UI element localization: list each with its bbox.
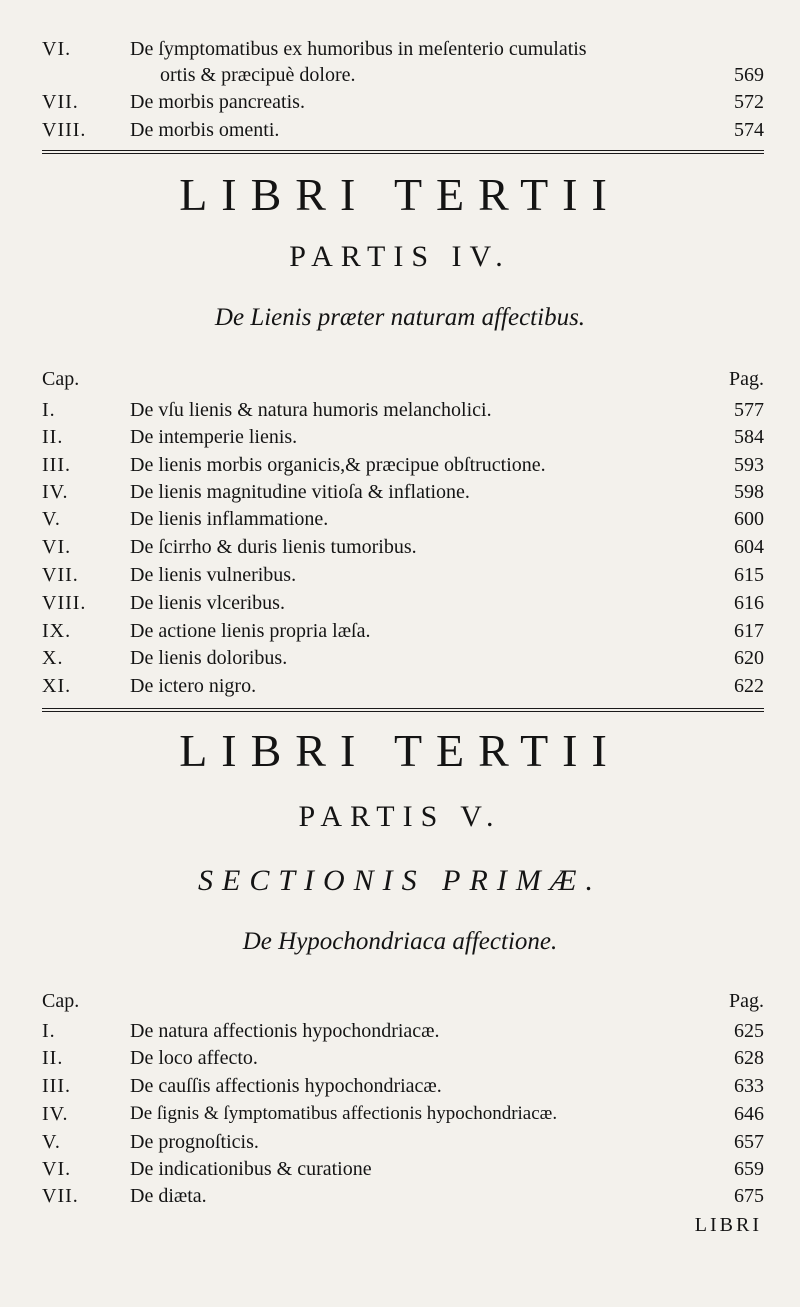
chapter-number: IV. [42, 1103, 69, 1125]
page-number: 598 [734, 481, 764, 503]
cap-label: Cap. [42, 990, 80, 1012]
chapter-number: VI. [42, 536, 72, 558]
cap-label: Cap. [42, 368, 80, 390]
toc-row [42, 645, 764, 671]
chapter-title: De morbis omenti. [130, 119, 280, 141]
chapter-number: II. [42, 1047, 64, 1069]
page-number: 615 [734, 564, 764, 586]
chapter-number: XI. [42, 675, 72, 697]
toc-row [42, 534, 764, 560]
toc-row [42, 1156, 764, 1182]
toc-row [42, 424, 764, 450]
chapter-number: III. [42, 1075, 71, 1097]
chapter-number: VIII. [42, 592, 87, 614]
chapter-title: De morbis pancreatis. [130, 91, 305, 113]
chapter-title: ortis & præcipuè dolore. [160, 64, 356, 86]
toc-row [42, 89, 764, 115]
chapter-title: De ſignis & ſymptomatibus affectionis hypochondriacæ. [130, 1103, 558, 1124]
chapter-number: V. [42, 1131, 61, 1153]
part-heading: PARTIS V. [298, 800, 502, 833]
chapter-title: De loco affecto. [130, 1047, 258, 1069]
chapter-title: De cauſſis affectionis hypochondriacæ. [130, 1075, 442, 1097]
toc-row [42, 1018, 764, 1044]
page-number: 657 [734, 1131, 764, 1153]
chapter-number: VII. [42, 91, 79, 113]
chapter-title: De lienis doloribus. [130, 647, 288, 669]
page-number: 617 [734, 620, 764, 642]
divider-rule [42, 708, 764, 715]
chapter-title: De indicationibus & curatione [130, 1158, 372, 1180]
toc-row [42, 397, 764, 423]
part-heading: PARTIS IV. [289, 240, 511, 273]
page-number: 584 [734, 426, 764, 448]
chapter-number: VIII. [42, 119, 87, 141]
toc-row [42, 1045, 764, 1071]
chapter-title: De lienis magnitudine vitioſa & inflatione. [130, 481, 470, 503]
chapter-title: De vſu lienis & natura humoris melancholici. [130, 399, 492, 421]
page-number: 620 [734, 647, 764, 669]
page-number: 625 [734, 1020, 764, 1042]
page-number: 574 [734, 119, 764, 141]
page-number: 616 [734, 592, 764, 614]
toc-row [42, 618, 764, 644]
chapter-title: De lienis inflammatione. [130, 508, 329, 530]
chapter-title: De ſcirrho & duris lienis tumoribus. [130, 536, 417, 558]
chapter-number: VII. [42, 1185, 79, 1207]
toc-row [42, 117, 764, 143]
chapter-number: VI. [42, 38, 72, 60]
subject-heading: De Lienis præter naturam affectibus. [214, 304, 586, 331]
chapter-number: IV. [42, 481, 69, 503]
toc-row [42, 590, 764, 616]
page-number: 675 [734, 1185, 764, 1207]
page-number: 593 [734, 454, 764, 476]
page-number: 577 [734, 399, 764, 421]
toc-row [42, 62, 764, 88]
toc-row [42, 506, 764, 532]
page-number: 569 [734, 64, 764, 86]
page-number: 633 [734, 1075, 764, 1097]
chapter-number: II. [42, 426, 64, 448]
page-number: 646 [734, 1103, 764, 1125]
toc-row [42, 673, 764, 699]
toc-row [42, 479, 764, 505]
page-number: 600 [734, 508, 764, 530]
pag-label: Pag. [729, 368, 764, 390]
catchword: LIBRI [694, 1214, 762, 1236]
toc-row [42, 36, 764, 62]
toc-row [42, 1183, 764, 1209]
section-heading: SECTIONIS PRIMÆ. [198, 864, 602, 897]
chapter-number: VII. [42, 564, 79, 586]
chapter-number: I. [42, 399, 56, 421]
toc-row [42, 1073, 764, 1099]
chapter-title: De ſymptomatibus ex humoribus in meſenterio cumulatis [130, 38, 587, 60]
chapter-number: III. [42, 454, 71, 476]
chapter-number: IX. [42, 620, 72, 642]
subject-heading: De Hypochondriaca affectione. [242, 928, 558, 955]
chapter-title: De actione lienis propria læſa. [130, 620, 371, 642]
toc-row [42, 1129, 764, 1155]
pag-label: Pag. [729, 990, 764, 1012]
chapter-title: De lienis vlceribus. [130, 592, 285, 614]
chapter-title: De ictero nigro. [130, 675, 257, 697]
chapter-title: De lienis morbis organicis,& præcipue obſtructione. [130, 454, 546, 476]
page-number: 604 [734, 536, 764, 558]
chapter-title: De diæta. [130, 1185, 207, 1207]
chapter-title: De natura affectionis hypochondriacæ. [130, 1020, 440, 1042]
chapter-number: X. [42, 647, 64, 669]
toc-row [42, 452, 764, 478]
chapter-number: VI. [42, 1158, 72, 1180]
chapter-title: De prognoſticis. [130, 1131, 259, 1153]
chapter-title: De lienis vulneribus. [130, 564, 297, 586]
page-number: 572 [734, 91, 764, 113]
chapter-title: De intemperie lienis. [130, 426, 298, 448]
chapter-number: V. [42, 508, 61, 530]
divider-rule [42, 150, 764, 157]
toc-row [42, 1101, 764, 1127]
chapter-number: I. [42, 1020, 56, 1042]
page-number: 628 [734, 1047, 764, 1069]
page-number: 622 [734, 675, 764, 697]
page-number: 659 [734, 1158, 764, 1180]
book-heading: LIBRI TERTII [179, 169, 621, 220]
book-heading: LIBRI TERTII [179, 725, 621, 776]
toc-row [42, 562, 764, 588]
